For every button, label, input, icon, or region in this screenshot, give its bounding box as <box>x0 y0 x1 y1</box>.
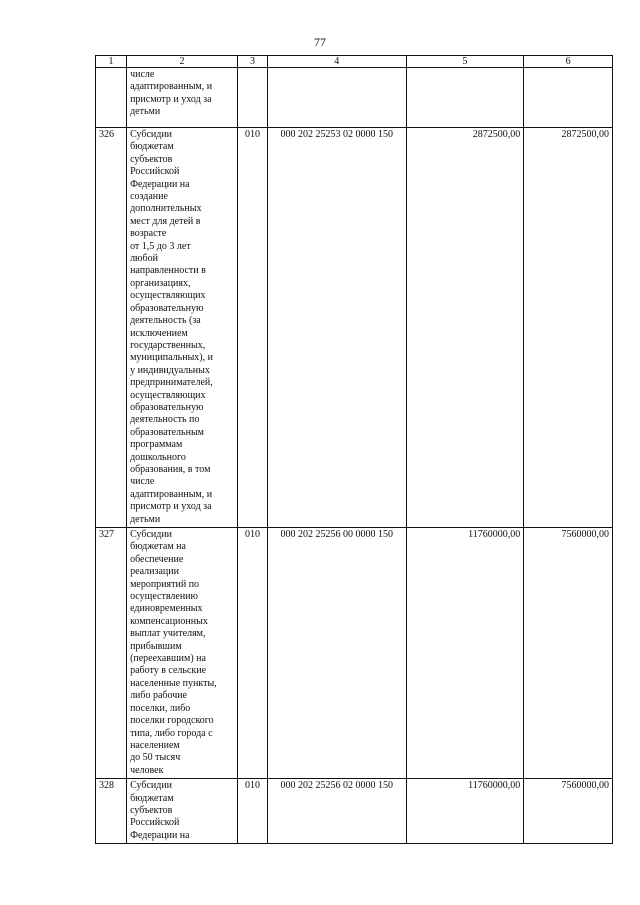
description-line: детьми <box>130 513 161 525</box>
description-line: осуществлению <box>130 591 199 603</box>
description-line: присмотр и уход за <box>130 93 212 105</box>
description-line: числе <box>130 476 155 488</box>
description-line: (переехавшим) на <box>130 653 206 665</box>
row-description <box>127 779 238 844</box>
description-line: Субсидии <box>130 780 173 792</box>
description-line: Российской <box>130 166 180 178</box>
description-line: создание <box>130 191 168 203</box>
description-line: либо рабочие <box>130 690 188 702</box>
description-line: бюджетам <box>130 141 174 153</box>
description-line: присмотр и уход за <box>130 501 212 513</box>
description-line: направленности в <box>130 265 206 277</box>
description-line: государственных, <box>130 339 206 351</box>
description-line: прибывшим <box>130 640 182 652</box>
description-line: адаптированным, и <box>130 81 213 93</box>
description-line: адаптированным, и <box>130 488 213 500</box>
row-amount-5: 11760000,00 <box>406 528 524 779</box>
row-amount-6: 2872500,00 <box>524 128 613 528</box>
description-line: поселки городского <box>130 715 214 727</box>
description-line: предпринимателей, <box>130 377 213 389</box>
header-cell-4: 4 <box>267 56 406 68</box>
row-kbk: 000 202 25256 00 0000 150 <box>267 528 406 779</box>
description-line: от 1,5 до 3 лет <box>130 240 191 252</box>
continuation-amount5-cell <box>406 68 524 128</box>
row-code: 010 <box>238 528 268 779</box>
description-line: Федерации на <box>130 829 190 841</box>
table-row <box>96 528 613 779</box>
description-line: работу в сельские <box>130 665 207 677</box>
continuation-num-cell <box>96 68 127 128</box>
description-line: исключением <box>130 327 188 339</box>
description-line: Субсидии <box>130 129 173 140</box>
description-line: образовательную <box>130 401 204 413</box>
description-line: обеспечение <box>130 553 184 565</box>
description-line: реализации <box>130 566 179 578</box>
description-line: дошкольного <box>130 451 186 463</box>
header-cell-3: 3 <box>238 56 268 68</box>
description-line: поселки, либо <box>130 702 191 714</box>
description-line: детьми <box>130 106 161 118</box>
description-line: Российской <box>130 817 180 829</box>
table-row <box>96 128 613 528</box>
description-line: осуществляющих <box>130 290 206 302</box>
description-line: мест для детей в <box>130 215 201 227</box>
description-line: бюджетам <box>130 792 174 804</box>
header-cell-6: 6 <box>524 56 613 68</box>
description-line: у индивидуальных <box>130 364 210 376</box>
description-line: образования, в том <box>130 463 211 475</box>
description-line: выплат учителям, <box>130 628 206 640</box>
header-cell-1: 1 <box>96 56 127 68</box>
description-line: возрасте <box>130 228 167 240</box>
header-row <box>96 56 613 68</box>
description-line: организациях, <box>130 277 191 289</box>
description-line: населением <box>130 739 180 751</box>
description-line: до 50 тысяч <box>130 752 181 764</box>
row-description <box>127 528 238 779</box>
description-line: субъектов <box>130 804 173 816</box>
header-cell-2: 2 <box>127 56 238 68</box>
description-line: числе <box>130 69 155 80</box>
description-line: образовательным <box>130 426 205 438</box>
row-amount-5: 2872500,00 <box>406 128 524 528</box>
continuation-kbk-cell <box>267 68 406 128</box>
continuation-row <box>96 68 613 128</box>
description-line: Субсидии <box>130 529 173 540</box>
row-description <box>127 128 238 528</box>
description-line: населенные пункты, <box>130 677 217 689</box>
row-number: 327 <box>96 528 127 779</box>
description-line: муниципальных), и <box>130 352 213 364</box>
description-line: образовательную <box>130 302 204 314</box>
row-number: 328 <box>96 779 127 844</box>
description-line: человек <box>130 764 164 776</box>
row-code: 010 <box>238 779 268 844</box>
row-amount-6: 7560000,00 <box>524 528 613 779</box>
budget-table <box>95 55 613 844</box>
row-kbk: 000 202 25253 02 0000 150 <box>267 128 406 528</box>
continuation-code-cell <box>238 68 268 128</box>
description-line: компенсационных <box>130 615 208 627</box>
page-number: 77 <box>314 35 326 49</box>
row-code: 010 <box>238 128 268 528</box>
row-amount-6: 7560000,00 <box>524 779 613 844</box>
description-line: деятельность по <box>130 414 200 426</box>
description-line: любой <box>130 253 158 265</box>
row-number: 326 <box>96 128 127 528</box>
table-row <box>96 779 613 844</box>
description-line: субъектов <box>130 153 173 165</box>
description-line: программам <box>130 439 183 451</box>
description-line: Федерации на <box>130 178 190 190</box>
description-line: мероприятий по <box>130 578 200 590</box>
row-amount-5: 11760000,00 <box>406 779 524 844</box>
description-line: бюджетам на <box>130 541 186 553</box>
row-kbk: 000 202 25256 02 0000 150 <box>267 779 406 844</box>
description-line: деятельность (за <box>130 315 201 327</box>
header-cell-5: 5 <box>406 56 524 68</box>
description-line: типа, либо города с <box>130 727 213 739</box>
description-line: единовременных <box>130 603 203 615</box>
continuation-description <box>127 68 238 128</box>
description-line: осуществляющих <box>130 389 206 401</box>
description-line: дополнительных <box>130 203 202 215</box>
continuation-amount6-cell <box>524 68 613 128</box>
